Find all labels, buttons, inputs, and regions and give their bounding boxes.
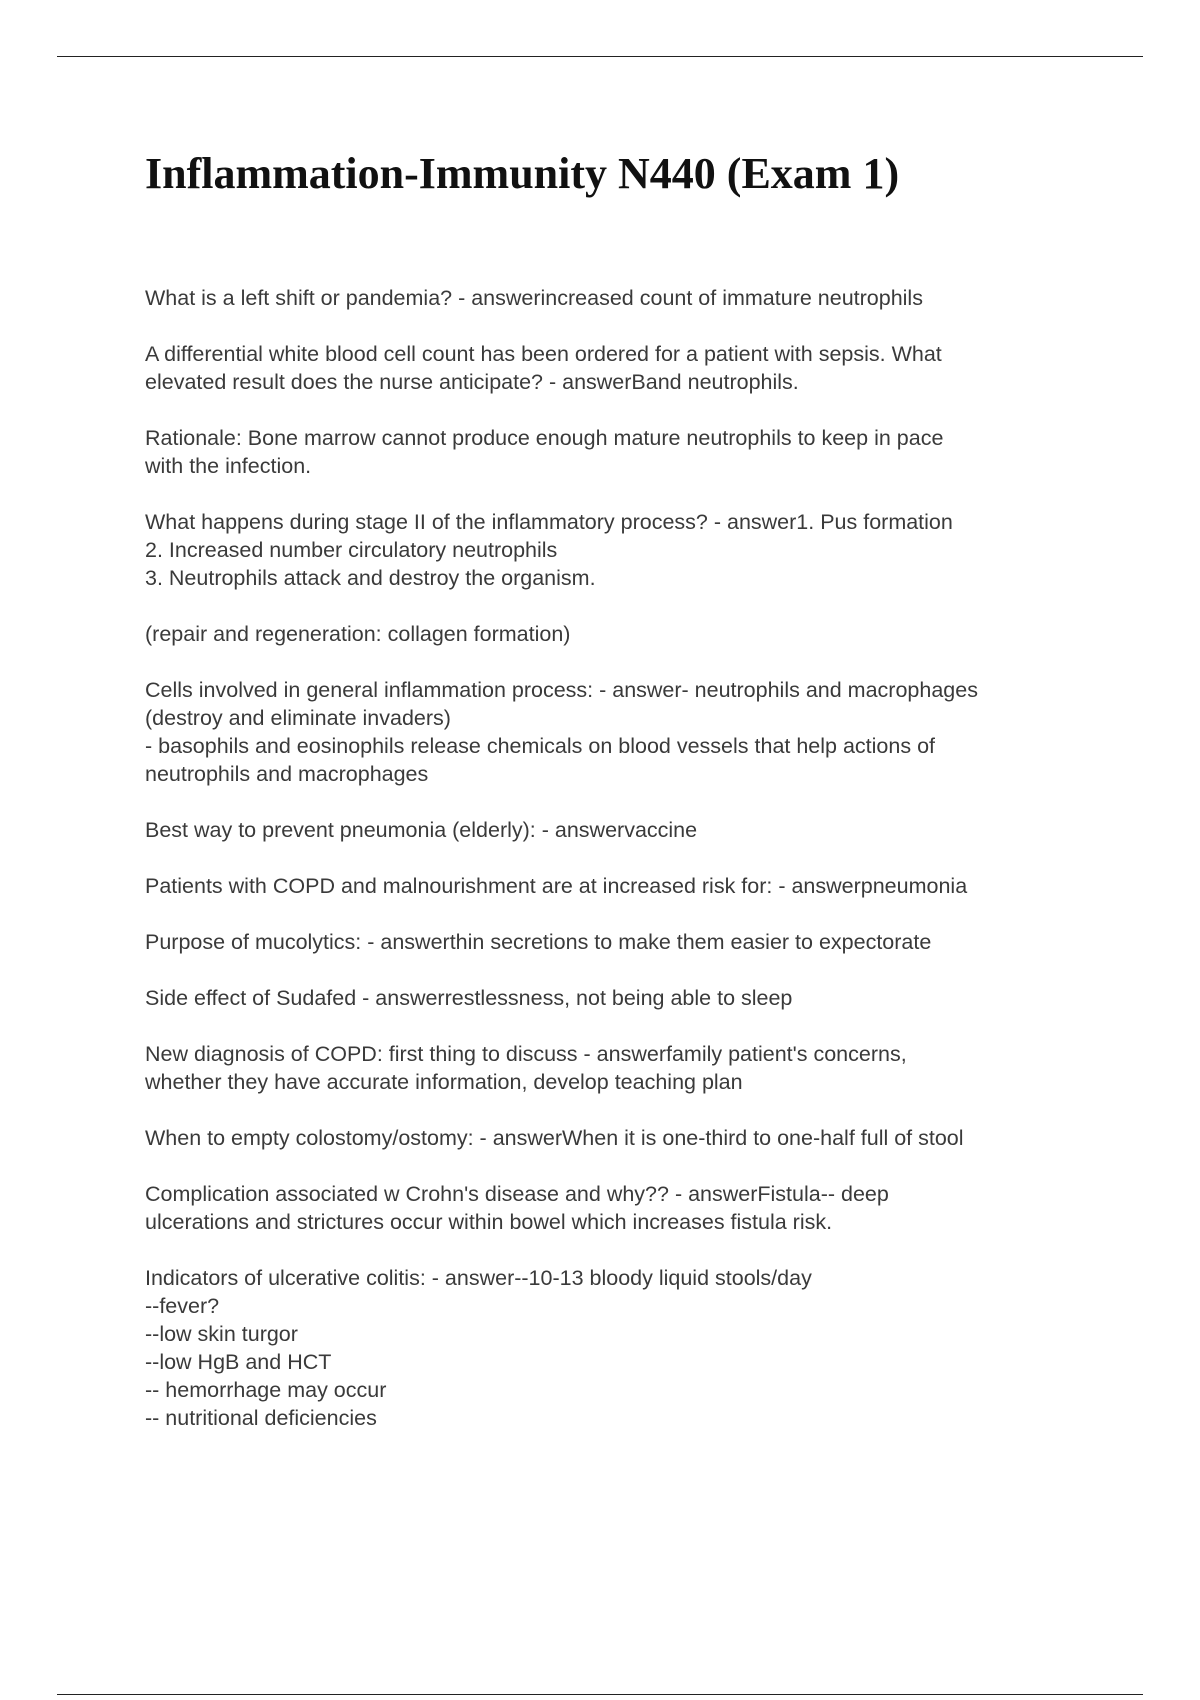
qa-line: -- hemorrhage may occur <box>145 1378 387 1402</box>
qa-line: What is a left shift or pandemia? - answerincreased count of immature neutrophils <box>145 286 923 310</box>
qa-line: whether they have accurate information, develop teaching plan <box>145 1070 743 1094</box>
qa-line: (repair and regeneration: collagen formation) <box>145 622 571 646</box>
qa-item <box>145 284 1095 312</box>
qa-line: Side effect of Sudafed - answerrestlessness, not being able to sleep <box>145 986 793 1010</box>
qa-list <box>145 284 1095 1460</box>
qa-line: A differential white blood cell count has been ordered for a patient with sepsis. What <box>145 342 942 366</box>
page-title: Inflammation-Immunity N440 (Exam 1) <box>145 149 900 198</box>
qa-item <box>145 1040 1095 1096</box>
qa-line: New diagnosis of COPD: first thing to discuss - answerfamily patient's concerns, <box>145 1042 907 1066</box>
qa-line: Purpose of mucolytics: - answerthin secretions to make them easier to expectorate <box>145 930 932 954</box>
qa-item <box>145 816 1095 844</box>
qa-item <box>145 1180 1095 1236</box>
qa-line: Cells involved in general inflammation process: - answer- neutrophils and macrophages <box>145 678 978 702</box>
qa-item <box>145 508 1095 592</box>
qa-line: -- nutritional deficiencies <box>145 1406 377 1430</box>
qa-line: - basophils and eosinophils release chemicals on blood vessels that help actions of <box>145 734 935 758</box>
qa-line: (destroy and eliminate invaders) <box>145 706 451 730</box>
qa-line: --low HgB and HCT <box>145 1350 332 1374</box>
qa-item <box>145 424 1095 480</box>
qa-line: Patients with COPD and malnourishment are at increased risk for: - answerpneumonia <box>145 874 968 898</box>
qa-line: What happens during stage II of the inflammatory process? - answer1. Pus formation <box>145 510 953 534</box>
qa-line: with the infection. <box>145 454 312 478</box>
qa-line: elevated result does the nurse anticipate? - answerBand neutrophils. <box>145 370 799 394</box>
top-rule <box>57 56 1143 57</box>
qa-item <box>145 1124 1095 1152</box>
qa-line: Indicators of ulcerative colitis: - answer--10-13 bloody liquid stools/day <box>145 1266 812 1290</box>
qa-line: Best way to prevent pneumonia (elderly): - answervaccine <box>145 818 698 842</box>
qa-item <box>145 340 1095 396</box>
qa-line: Rationale: Bone marrow cannot produce enough mature neutrophils to keep in pace <box>145 426 944 450</box>
bottom-rule <box>57 1694 1143 1695</box>
qa-item <box>145 928 1095 956</box>
qa-item <box>145 620 1095 648</box>
qa-line: neutrophils and macrophages <box>145 762 429 786</box>
qa-item <box>145 872 1095 900</box>
qa-line: --low skin turgor <box>145 1322 298 1346</box>
qa-line: --fever? <box>145 1294 220 1318</box>
qa-line: Complication associated w Crohn's disease and why?? - answerFistula-- deep <box>145 1182 889 1206</box>
qa-line: When to empty colostomy/ostomy: - answerWhen it is one-third to one-half full of stool <box>145 1126 964 1150</box>
qa-line: 2. Increased number circulatory neutrophils <box>145 538 558 562</box>
qa-line: ulcerations and strictures occur within bowel which increases fistula risk. <box>145 1210 833 1234</box>
qa-item <box>145 1264 1095 1432</box>
qa-item <box>145 676 1095 788</box>
qa-line: 3. Neutrophils attack and destroy the organism. <box>145 566 596 590</box>
qa-item <box>145 984 1095 1012</box>
